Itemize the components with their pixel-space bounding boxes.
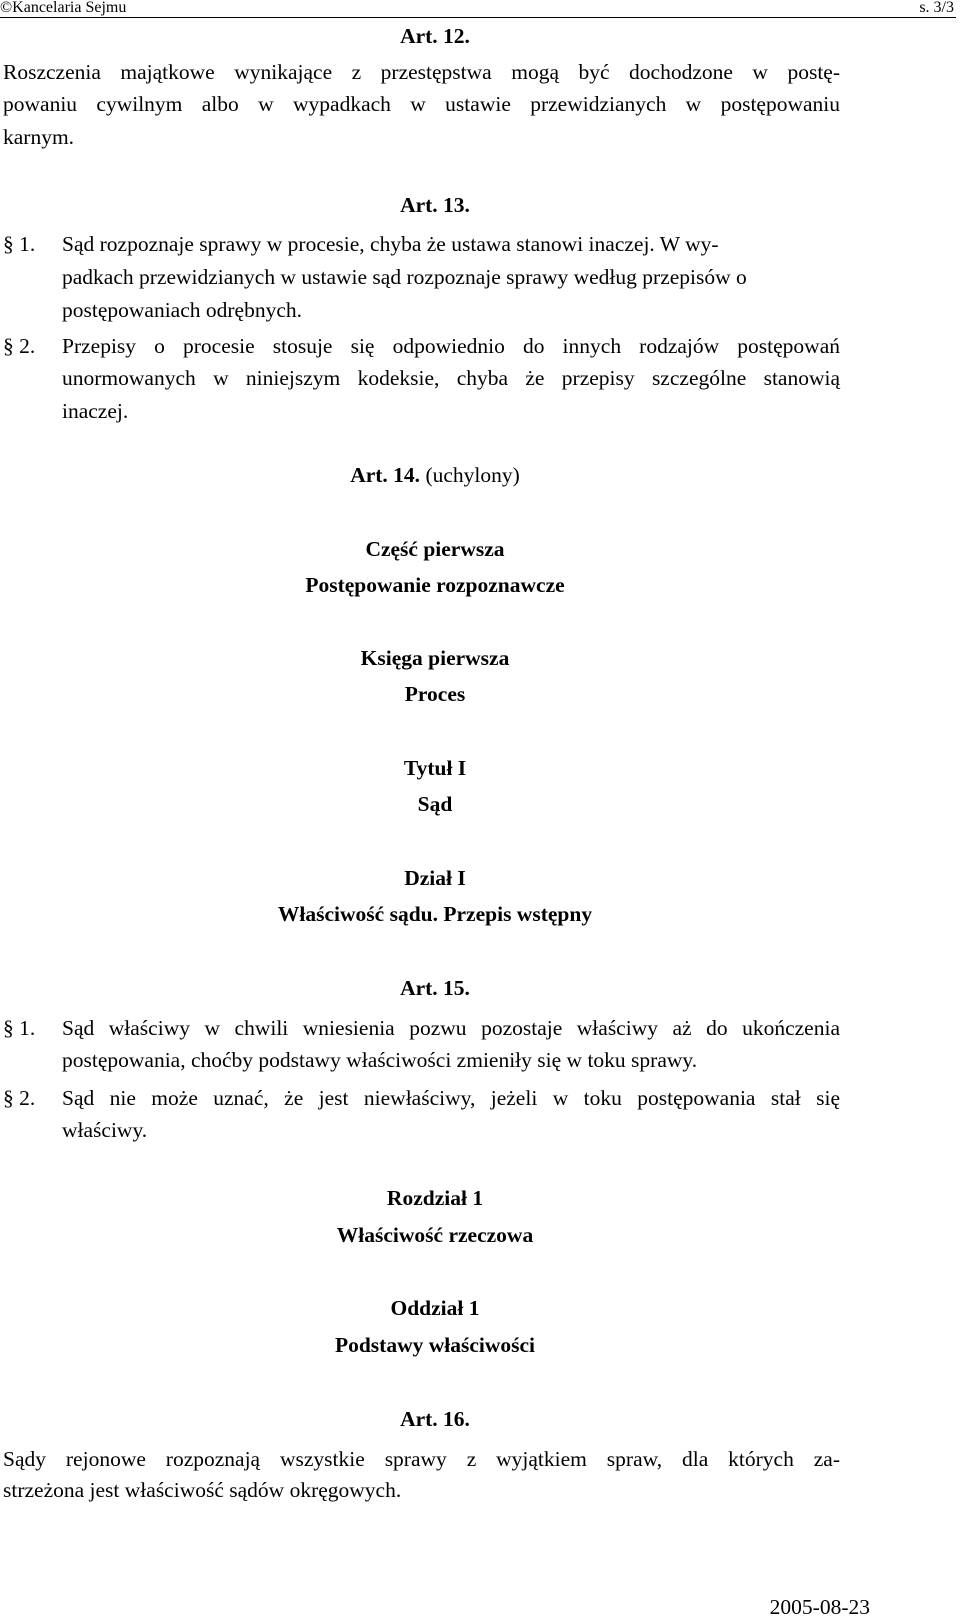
art15-p1-line-2: postępowania, choćby podstawy właściwości zmieniły się w toku sprawy.	[62, 1048, 698, 1072]
art13-p1-line-2: padkach przewidzianych w ustawie sąd rozpoznaje sprawy według przepisów o	[62, 265, 747, 289]
art13-heading: Art. 13.	[400, 193, 470, 217]
division-label: Dział I	[404, 866, 466, 890]
art14-label: Art. 14.	[350, 463, 421, 487]
book-title: Proces	[404, 682, 466, 706]
art15-p1-line-1: Sąd właściwy w chwili wniesienia pozwu pozostaje właściwy aż do ukończenia	[62, 1016, 840, 1040]
publisher-label: ©Kancelaria Sejmu	[0, 0, 127, 16]
book-label: Księga pierwsza	[360, 646, 510, 670]
page-header	[0, 0, 956, 18]
art12-line-2: powaniu cywilnym albo w wypadkach w ustawie przewidzianych w postępowaniu	[3, 92, 840, 116]
art15-heading: Art. 15.	[400, 976, 470, 1000]
art12-heading: Art. 12.	[400, 24, 470, 48]
art13-p1-line-3: postępowaniach odrębnych.	[62, 298, 303, 322]
art13-p2-line-2: unormowanych w niniejszym kodeksie, chyba że przepisy szczególne stanowią	[62, 366, 840, 390]
art13-p2-marker: § 2.	[3, 334, 36, 358]
division-title: Właściwość sądu. Przepis wstępny	[277, 902, 593, 926]
chapter-label: Rozdział 1	[386, 1186, 484, 1210]
art15-p2-line-2: właściwy.	[62, 1118, 148, 1142]
section-title: Podstawy właściwości	[334, 1333, 536, 1357]
page-number: s. 3/3	[919, 0, 954, 16]
art14-status: (uchylony)	[425, 463, 520, 487]
art13-p1-marker: § 1.	[3, 232, 36, 256]
art13-p2-line-3: inaczej.	[62, 399, 129, 423]
art12-line-3: karnym.	[3, 125, 75, 149]
art14-heading	[0, 459, 870, 492]
part-title: Postępowanie rozpoznawcze	[305, 573, 565, 597]
art13-p2-line-1: Przepisy o procesie stosuje się odpowiednio do innych rodzajów postępowań	[62, 334, 840, 358]
section-label: Oddział 1	[390, 1296, 480, 1320]
art15-p2-marker: § 2.	[3, 1086, 36, 1110]
title-name: Sąd	[417, 792, 453, 816]
chapter-title: Właściwość rzeczowa	[336, 1223, 534, 1247]
title-label: Tytuł I	[403, 756, 467, 780]
part-label: Część pierwsza	[365, 537, 505, 561]
art16-line-1: Sądy rejonowe rozpoznają wszystkie sprawy z wyjątkiem spraw, dla których za-	[3, 1447, 840, 1471]
art13-p1-line-1: Sąd rozpoznaje sprawy w procesie, chyba że ustawa stanowi inaczej. W wy-	[62, 232, 719, 256]
art12-line-1: Roszczenia majątkowe wynikające z przestępstwa mogą być dochodzone w postę-	[3, 60, 840, 84]
art15-p1-marker: § 1.	[3, 1016, 36, 1040]
art16-line-2: strzeżona jest właściwość sądów okręgowych.	[3, 1478, 402, 1502]
art16-heading: Art. 16.	[400, 1407, 470, 1431]
art15-p2-line-1: Sąd nie może uznać, że jest niewłaściwy, jeżeli w toku postępowania stał się	[62, 1086, 840, 1110]
footer-date: 2005-08-23	[769, 1595, 870, 1619]
